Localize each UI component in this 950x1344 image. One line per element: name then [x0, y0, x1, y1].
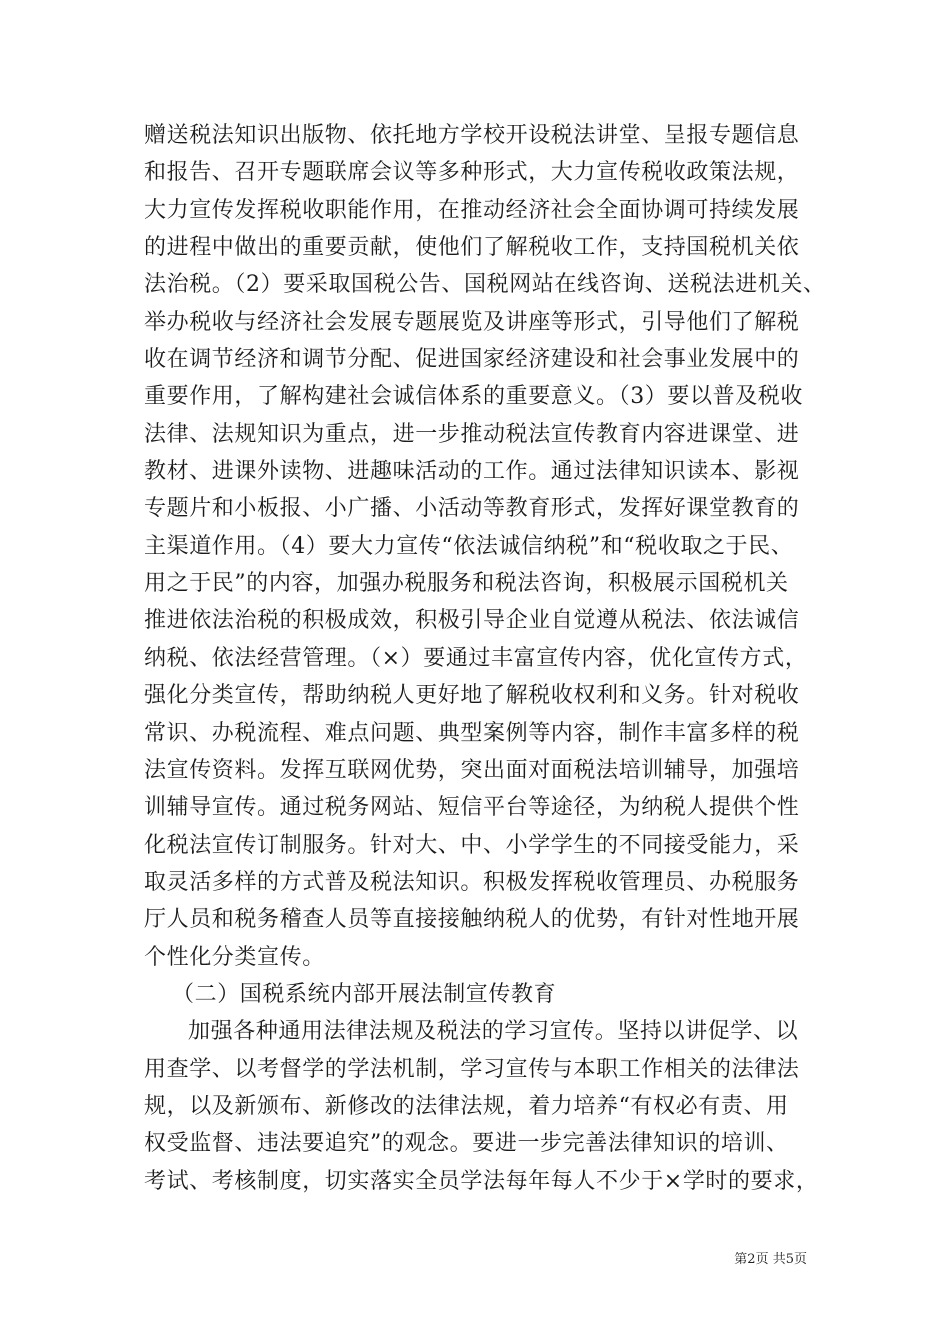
text-line: 专题片和小板报、小广播、小活动等教育形式，发挥好课堂教育的 [144, 496, 800, 522]
text-line: 举办税收与经济社会发展专题展览及讲座等形式，引导他们了解税 [144, 309, 800, 335]
text-line: 个性化分类宣传。 [144, 944, 325, 970]
text-line: 主渠道作用。（4）要大力宣传“依法诚信纳税”和“税收取之于民、 [144, 533, 794, 559]
text-line: 厅人员和税务稽查人员等直接接触纳税人的优势，有针对性地开展 [144, 907, 800, 933]
text-line: 强化分类宣传，帮助纳税人更好地了解税收权利和义务。针对税收 [144, 683, 800, 709]
paragraph-1 [144, 117, 824, 976]
text-line: 用之于民”的内容，加强办税服务和税法咨询，积极展示国税机关 [144, 571, 789, 597]
text-line: 法律、法规知识为重点，进一步推动税法宣传教育内容进课堂、进 [144, 421, 800, 447]
text-line: 取灵活多样的方式普及税法知识。积极发挥税收管理员、办税服务 [144, 869, 800, 895]
text-line: 重要作用，了解构建社会诚信体系的重要意义。（3）要以普及税收 [144, 384, 803, 410]
text-line: 用查学、以考督学的学法机制，学习宣传与本职工作相关的法律法 [144, 1056, 800, 1082]
text-line: 化税法宣传订制服务。针对大、中、小学学生的不同接受能力，采 [144, 832, 800, 858]
section-heading: （二）国税系统内部开展法制宣传教育 [172, 981, 557, 1007]
page-label-suffix: 页 [793, 1252, 807, 1267]
page-label-middle: 页 共 [755, 1252, 786, 1267]
text-line: 法宣传资料。发挥互联网优势，突出面对面税法培训辅导，加强培 [144, 757, 800, 783]
text-line: 大力宣传发挥税收职能作用，在推动经济社会全面协调可持续发展 [144, 197, 800, 223]
text-line: 推进依法治税的积极成效，积极引导企业自觉遵从税法、依法诚信 [144, 608, 800, 634]
text-line: 训辅导宣传。通过税务网站、短信平台等途径，为纳税人提供个性 [144, 795, 800, 821]
total-pages-number: 5 [785, 1252, 794, 1267]
paragraph-2 [144, 1013, 824, 1200]
text-line: 考试、考核制度，切实落实全员学法每年每人不少于×学时的要求， [144, 1168, 819, 1194]
text-line: 纳税、依法经营管理。（×）要通过丰富宣传内容，优化宣传方式， [144, 645, 808, 671]
text-line: 教材、进课外读物、进趣味活动的工作。通过法律知识读本、影视 [144, 459, 800, 485]
current-page-number: 2 [747, 1252, 756, 1267]
document-body [144, 117, 824, 1200]
text-line: 规，以及新颁布、新修改的法律法规，着力培养“有权必有责、用 [144, 1093, 789, 1119]
text-line: 加强各种通用法律法规及税法的学习宣传。坚持以讲促学、以 [188, 1019, 799, 1045]
page-footer [734, 1248, 807, 1267]
text-line: 常识、办税流程、难点问题、典型案例等内容，制作丰富多样的税 [144, 720, 800, 746]
text-line: 权受监督、违法要追究”的观念。要进一步完善法律知识的培训、 [144, 1131, 789, 1157]
text-line: 和报告、召开专题联席会议等多种形式，大力宣传税收政策法规， [144, 160, 800, 186]
text-line: 法治税。（2）要采取国税公告、国税网站在线咨询、送税法进机关、 [144, 272, 826, 298]
text-line: 收在调节经济和调节分配、促进国家经济建设和社会事业发展中的 [144, 347, 800, 373]
text-line: 赠送税法知识出版物、依托地方学校开设税法讲堂、呈报专题信息 [144, 123, 800, 148]
text-line: 的进程中做出的重要贡献，使他们了解税收工作，支持国税机关依 [144, 235, 800, 261]
page-label-prefix: 第 [734, 1252, 748, 1267]
